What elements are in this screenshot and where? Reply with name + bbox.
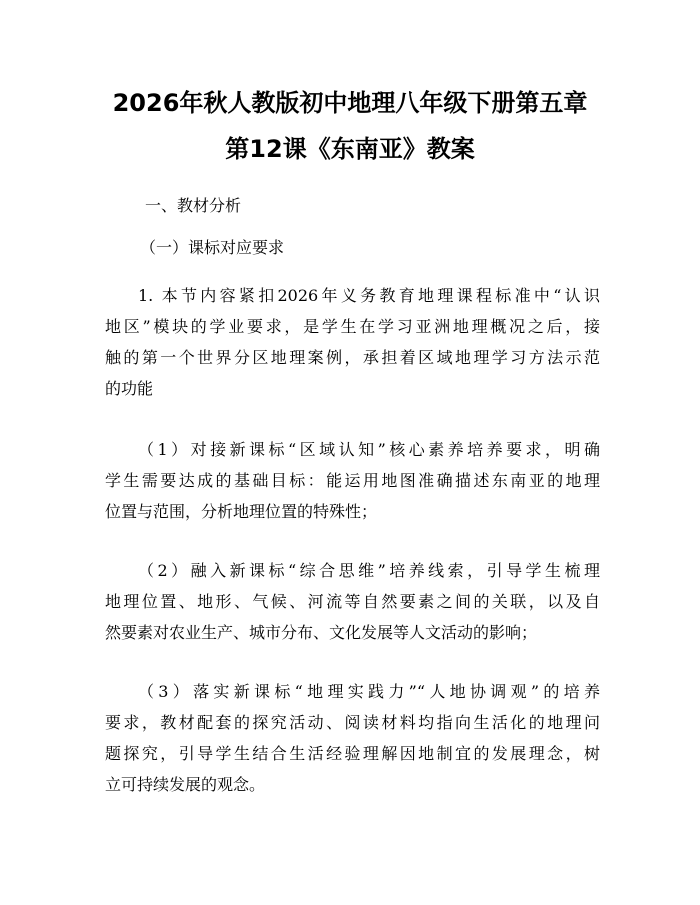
- section-heading-textbook-analysis: 一、教材分析: [145, 196, 242, 215]
- document-title-line-2: 第12课《东南亚》教案: [225, 135, 475, 163]
- subsection-heading-curriculum-requirements: （一）课标对应要求: [140, 238, 285, 257]
- paragraph-line: 触的第一个世界分区地理案例，承担着区域地理学习方法示范: [105, 348, 600, 367]
- document-title-line-1: 2026年秋人教版初中地理八年级下册第五章: [112, 89, 588, 117]
- paragraph-line: 题探究，引导学生结合生活经验理解因地制宜的发展理念，树: [105, 744, 600, 763]
- paragraph-line: （3）落实新课标“地理实践力”“人地协调观”的培养: [138, 682, 600, 701]
- paragraph-line: 1. 本节内容紧扣2026年义务教育地理课程标准中“认识: [138, 286, 600, 305]
- paragraph-line: （1）对接新课标“区域认知”核心素养培养要求，明确: [138, 440, 600, 459]
- paragraph-line: 的功能: [105, 379, 154, 398]
- paragraph-line: 要求，教材配套的探究活动、阅读材料均指向生活化的地理问: [105, 713, 600, 732]
- paragraph-line: 学生需要达成的基础目标：能运用地图准确描述东南亚的地理: [105, 471, 600, 490]
- paragraph-line: 位置与范围，分析地理位置的特殊性；: [105, 502, 378, 521]
- paragraph-2: [105, 434, 600, 527]
- paragraph-1: [105, 280, 600, 404]
- paragraph-4: [105, 676, 600, 800]
- paragraph-line: 然要素对农业生产、城市分布、文化发展等人文活动的影响；: [105, 623, 538, 642]
- paragraph-line: 地理位置、地形、气候、河流等自然要素之间的关联，以及自: [105, 592, 600, 611]
- paragraph-3: [105, 555, 600, 648]
- paragraph-line: 立可持续发展的观念。: [105, 775, 266, 794]
- paragraph-line: （2）融入新课标“综合思维”培养线索，引导学生梳理: [138, 561, 600, 580]
- paragraph-line: 地区”模块的学业要求，是学生在学习亚洲地理概况之后，接: [105, 317, 600, 336]
